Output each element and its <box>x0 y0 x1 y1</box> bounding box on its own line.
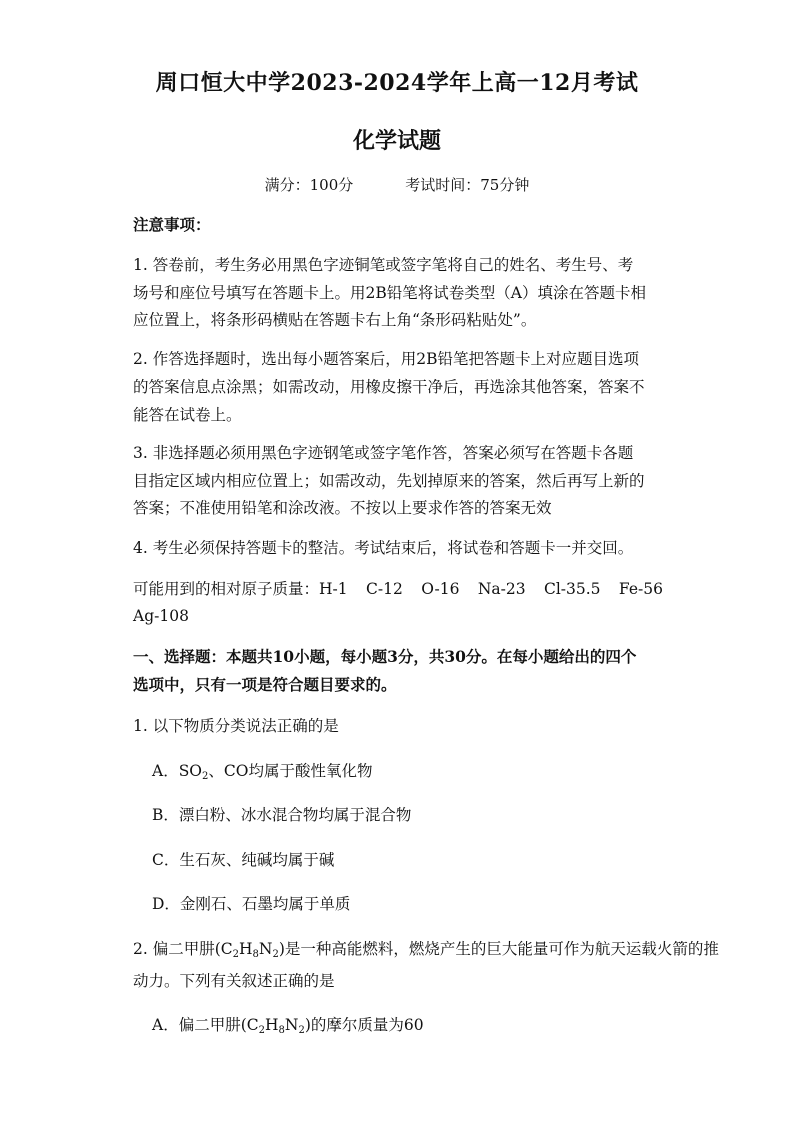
atomic-mass-line <box>133 574 663 604</box>
question-2-option-a: A．偏二甲肼$(C_2H_8N_2)$的摩尔质量为60 <box>152 1016 424 1036</box>
notice-item-2-line-1: 2. 作答选择题时，选出每小题答案后，用2B铅笔把答题卡上对应题目选项 <box>133 350 639 368</box>
notice-heading: 注意事项： <box>133 215 211 234</box>
section-1-line-1: 一、选择题：本题共10小题，每小题3分，共30分。在每小题给出的四个 <box>133 647 637 666</box>
notice-item-1-line-3: 应位置上，将条形码横贴在答题卡右上角“条形码粘贴处”。 <box>133 311 537 329</box>
question-2-stem-line-1: 2. 偏二甲肼$(C_2H_8N_2)$是一种高能燃料，燃烧产生的巨大能量可作为航天运载火箭的推 <box>133 940 719 960</box>
question-1-option-d: D．金刚石、石墨均属于单质 <box>152 895 351 913</box>
question-1-stem: 1. 以下物质分类说法正确的是 <box>133 717 339 735</box>
notice-item-3-line-3: 答案；不准使用铅笔和涂改液。不按以上要求作答的答案无效 <box>133 499 552 517</box>
atomic-mass-fe: Fe-56 <box>618 580 663 598</box>
question-1-option-c: C．生石灰、纯碱均属于碱 <box>152 851 335 869</box>
question-1-option-b: B．漂白粉、冰水混合物均属于混合物 <box>152 806 412 824</box>
atomic-mass-c: C-12 <box>366 580 403 598</box>
full-score: 满分：100分 <box>264 176 354 194</box>
atomic-mass-o: O-16 <box>421 580 460 598</box>
subject-title: 化学试题 <box>352 128 441 154</box>
notice-item-4: 4. 考生必须保持答题卡的整洁。考试结束后，将试卷和答题卡一并交回。 <box>133 539 634 557</box>
question-2-stem-line-2: 动力。下列有关叙述正确的是 <box>133 972 335 990</box>
atomic-mass-na: Na-23 <box>477 580 526 598</box>
notice-item-3-line-2: 目指定区域内相应位置上；如需改动，先划掉原来的答案，然后再写上新的 <box>133 472 645 490</box>
notice-item-2-line-3: 能答在试卷上。 <box>133 406 242 424</box>
notice-item-3-line-1: 3. 非选择题必须用黑色字迹钢笔或签字笔作答，答案必须写在答题卡各题 <box>133 444 634 462</box>
score-time-line <box>0 174 794 195</box>
question-1-option-a: A．$SO_2$、CO均属于酸性氧化物 <box>152 762 373 782</box>
notice-item-2-line-2: 的答案信息点涂黑；如需改动，用橡皮擦干净后，再选涂其他答案，答案不 <box>133 378 645 396</box>
atomic-mass-cl: Cl-35.5 <box>543 580 601 598</box>
atomic-mass-label: 可能用到的相对原子质量：H-1 <box>133 580 348 598</box>
atomic-mass-ag: Ag-108 <box>133 607 189 625</box>
section-1-line-2: 选项中，只有一项是符合题目要求的。 <box>133 675 397 694</box>
notice-item-1-line-1: 1. 答卷前，考生务必用黑色字迹铜笔或签字笔将自己的姓名、考生号、考 <box>133 256 634 274</box>
exam-time: 考试时间：75分钟 <box>405 176 530 194</box>
notice-item-1-line-2: 场号和座位号填写在答题卡上。用2B铅笔将试卷类型（A）填涂在答题卡相 <box>133 284 646 302</box>
exam-title: 周口恒大中学2023-2024学年上高一12月考试 <box>155 70 639 96</box>
